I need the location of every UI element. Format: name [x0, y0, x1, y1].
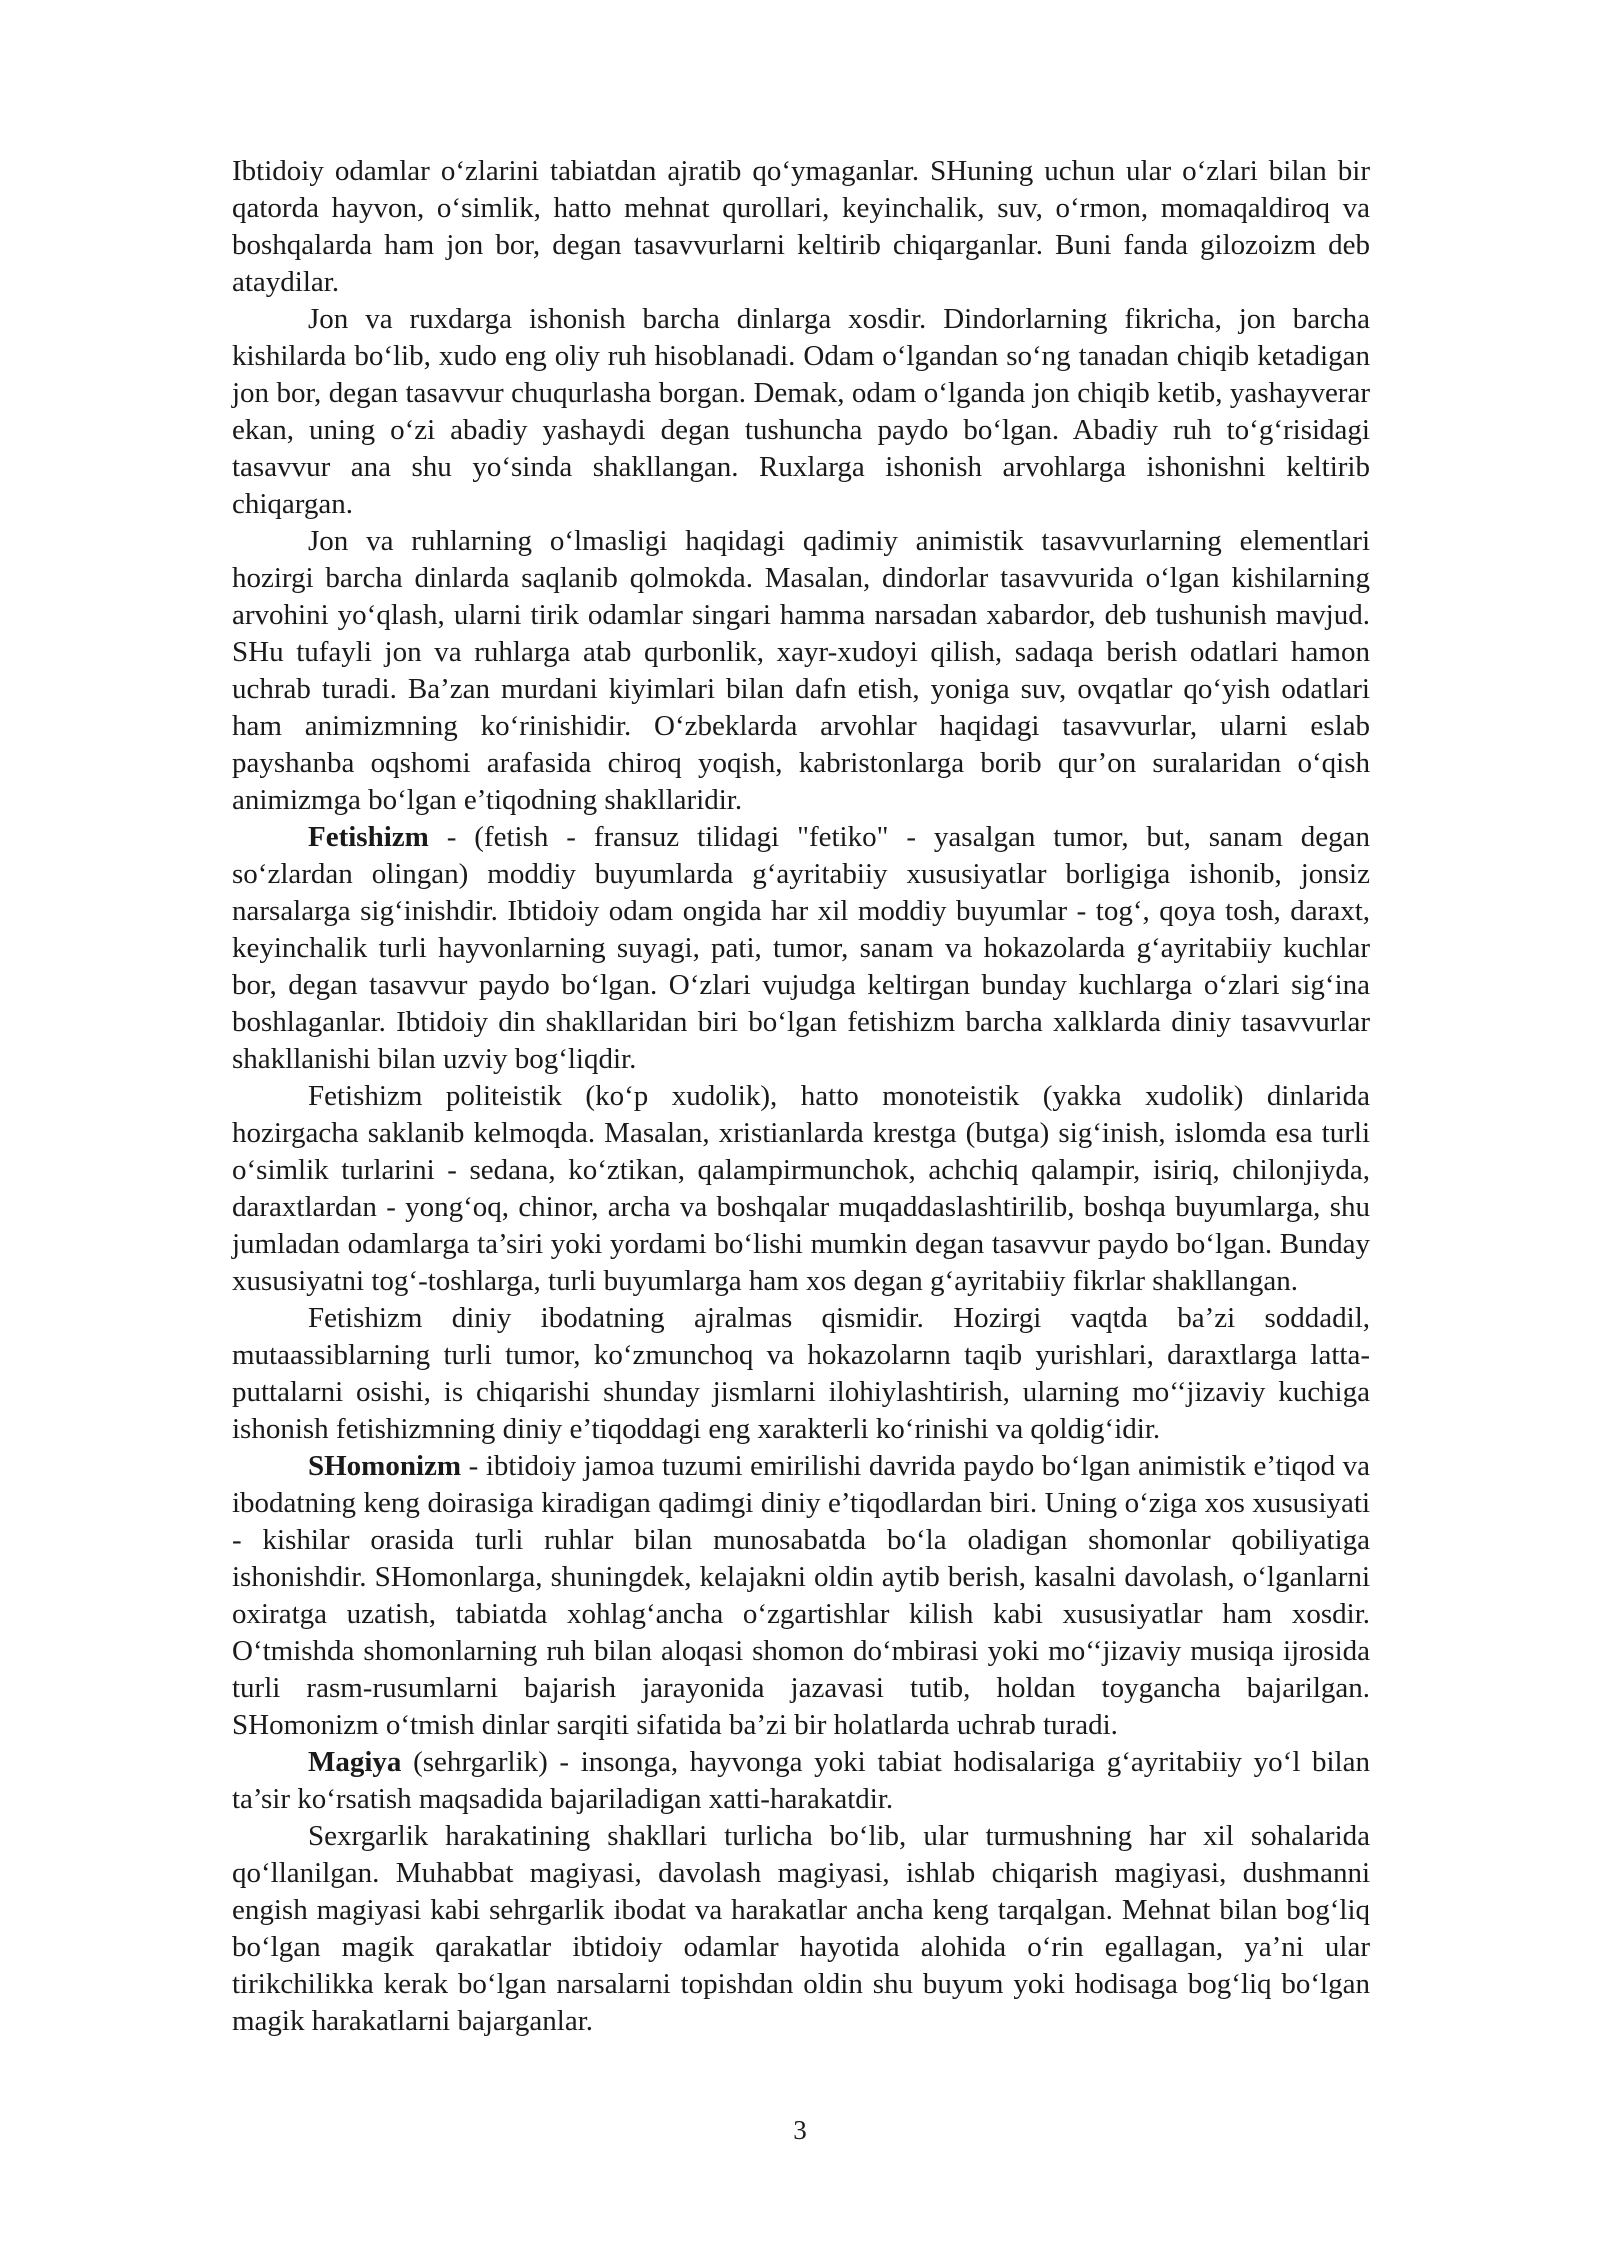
paragraph-text: Jon va ruhlarning o‘lmasligi haqidagi qadimiy animistik tasavvurlarning elementlari hozirgi barcha dinlarda saqlanib qolmokda. Masalan, dindorlar tasavvurida o‘lgan kishilarning arvohini yo‘qlash, ularni tirik odamlar singari hamma narsadan xabardor, deb tushunish mavjud. SHu tufayli jon va ruhlarga atab qurbonlik, xayr-xudoyi qilish, sadaqa berish odatlari hamon uchrab turadi. Ba’zan murdani kiyimlari bilan dafn etish, yoniga suv, ovqatlar qo‘yish odatlari ham animizmning ko‘rinishidir. O‘zbeklarda arvohlar haqidagi tasavvurlar, ularni eslab payshanba oqshomi arafasida chiroq yoqish, kabristonlarga borib qur’on suralaridan o‘qish animizmga bo‘lgan e’tiqodning shakllaridir. [232, 525, 1370, 816]
paragraph-text: - ibtidoiy jamoa tuzumi emirilishi davrida paydo bo‘lgan animistik e’tiqod va ibodatning keng doirasiga kiradigan qadimgi diniy e’tiqodlardan biri. Uning o‘ziga xos xususiyati - kishilar orasida turli ruhlar bilan munosabatda bo‘la oladigan shomonlar qobiliyatiga ishonishdir. SHomonlarga, shuningdek, kelajakni oldin aytib berish, kasalni davolash, o‘lganlarni oxiratga uzatish, tabiatda xohlag‘ancha o‘zgartishlar kilish kabi xususiyatlar ham xosdir. O‘tmishda shomonlarning ruh bilan aloqasi shomon do‘mbirasi yoki mo‘‘jizaviy musiqa ijrosida turli rasm-rusumlarni bajarish jarayonida jazavasi tutib, holdan toygancha bajarilgan. SHomonizm o‘tmish dinlar sarqiti sifatida ba’zi bir holatlarda uchrab turadi. [232, 1450, 1370, 1741]
document-page [232, 153, 1370, 2040]
paragraph-gilozoizm [232, 153, 1370, 301]
paragraph-shomonizm-definition [232, 1448, 1370, 1744]
paragraph-sehrgarlik [232, 1818, 1370, 2040]
paragraph-text: Sexrgarlik harakatining shakllari turlicha bo‘lib, ular turmushning har xil sohalarida qo‘llanilgan. Muhabbat magiyasi, davolash magiyasi, ishlab chiqarish magiyasi, dushmanni engish magiyasi kabi sehrgarlik ibodat va harakatlar ancha keng tarqalgan. Mehnat bilan bog‘liq bo‘lgan magik qarakatlar ibtidoiy odamlar hayotida alohida o‘rin egallagan, ya’ni ular tirikchilikka kerak bo‘lgan narsalarni topishdan oldin shu buyum yoki hodisaga bog‘liq bo‘lgan magik harakatlarni bajarganlar. [232, 1820, 1370, 2037]
paragraph-fetishizm-ritual [232, 1300, 1370, 1448]
paragraph-text: (sehrgarlik) - insonga, hayvonga yoki tabiat hodisalariga g‘ayritabiiy yo‘l bilan ta’sir ko‘rsatish maqsadida bajariladigan xatti-harakatdir. [232, 1746, 1370, 1815]
paragraph-text: Fetishizm politeistik (ko‘p xudolik), hatto monoteistik (yakka xudolik) dinlarida hozirgacha saklanib kelmoqda. Masalan, xristianlarda krestga (butga) sig‘inish, islomda esa turli o‘simlik turlarini - sedana, ko‘ztikan, qalampirmunchok, achchiq qalampir, isiriq, chilonjiyda, daraxtlardan - yong‘oq, chinor, archa va boshqalar muqaddaslashtirilib, boshqa buyumlarga, shu jumladan odamlarga ta’siri yoki yordami bo‘lishi mumkin degan tasavvur paydo bo‘lgan. Bunday xususiyatni tog‘-toshlarga, turli buyumlarga ham xos degan g‘ayritabiiy fikrlar shakllangan. [232, 1080, 1370, 1297]
paragraph-magiya-definition [232, 1744, 1370, 1818]
paragraph-fetishizm-religions [232, 1078, 1370, 1300]
paragraph-text: Fetishizm diniy ibodatning ajralmas qismidir. Hozirgi vaqtda ba’zi soddadil, mutaassiblarning turli tumor, ko‘zmunchoq va hokazolarnn taqib yurishlari, daraxtlarga latta-puttalarni osishi, is chiqarishi shunday jismlarni ilohiylashtirish, ularning mo‘‘jizaviy kuchiga ishonish fetishizmning diniy e’tiqoddagi eng xarakterli ko‘rinishi va qoldig‘idir. [232, 1302, 1370, 1445]
term-shomonizm: SHomonizm [308, 1450, 462, 1482]
paragraph-text: Jon va ruxdarga ishonish barcha dinlarga xosdir. Dindorlarning fikricha, jon barcha kishilarda bo‘lib, xudo eng oliy ruh hisoblanadi. Odam o‘lgandan so‘ng tanadan chiqib ketadigan jon bor, degan tasavvur chuqurlasha borgan. Demak, odam o‘lganda jon chiqib ketib, yashayverar ekan, uning o‘zi abadiy yashaydi degan tushuncha paydo bo‘lgan. Abadiy ruh to‘g‘risidagi tasavvur ana shu yo‘sinda shakllangan. Ruxlarga ishonish arvohlarga ishonishni keltirib chiqargan. [232, 303, 1370, 520]
page-number: 3 [793, 2115, 807, 2145]
paragraph-text: Ibtidoiy odamlar o‘zlarini tabiatdan ajratib qo‘ymaganlar. SHuning uchun ular o‘zlari bilan bir qatorda hayvon, o‘simlik, hatto mehnat qurollari, keyinchalik, suv, o‘rmon, momaqaldiroq va boshqalarda ham jon bor, degan tasavvurlarni keltirib chiqarganlar. Buni fanda gilozoizm deb ataydilar. [232, 155, 1370, 298]
paragraph-animizm [232, 523, 1370, 819]
term-magiya: Magiya [308, 1746, 402, 1778]
paragraph-text: - (fetish - fransuz tilidagi "fetiko" - yasalgan tumor, but, sanam degan so‘zlardan olingan) moddiy buyumlarda g‘ayritabiiy xususiyatlar borligiga ishonib, jonsiz narsalarga sig‘inishdir. Ibtidoiy odam ongida har xil moddiy buyumlar - tog‘, qoya tosh, daraxt, keyinchalik turli hayvonlarning suyagi, pati, tumor, sanam va hokazolarda g‘ayritabiiy kuchlar bor, degan tasavvur paydo bo‘lgan. O‘zlari vujudga keltirgan bunday kuchlarga o‘zlari sig‘ina boshlaganlar. Ibtidoiy din shakllaridan biri bo‘lgan fetishizm barcha xalklarda diniy tasavvurlar shakllanishi bilan uzviy bog‘liqdir. [232, 821, 1370, 1075]
paragraph-jon-va-ruh [232, 301, 1370, 523]
paragraph-fetishizm-definition [232, 819, 1370, 1078]
term-fetishizm: Fetishizm [308, 821, 429, 853]
